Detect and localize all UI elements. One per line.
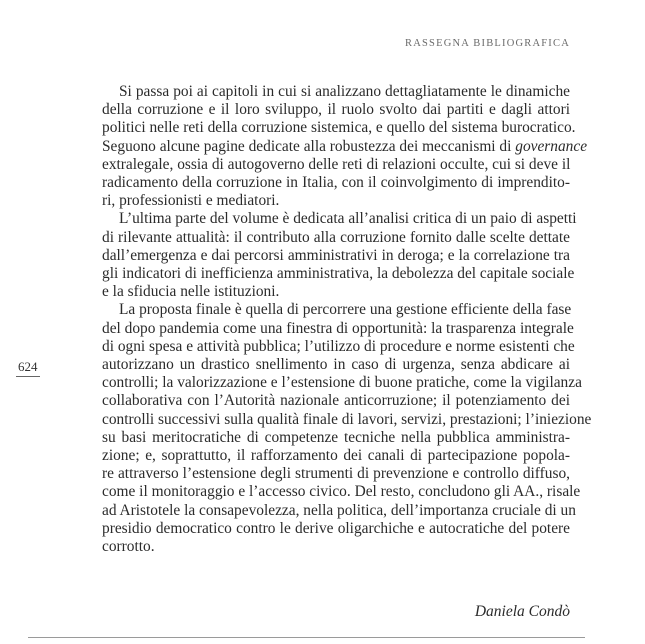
text-line: presidio democratico contro le derive oligarchiche e autocratiche del potere [102, 519, 570, 537]
text-line: di ogni spesa e attività pubblica; l’utilizzo di procedure e norme esistenti che [102, 337, 575, 355]
text-line: e la sfiducia nelle istituzioni. [102, 283, 280, 301]
text-line: L’ultima parte del volume è dedicata all’analisi critica di un paio di aspetti [119, 210, 577, 228]
text-line: autorizzano un drastico snellimento in caso di urgenza, senza abdicare ai [102, 356, 570, 374]
text-line: di rilevante attualità: il contributo alla corruzione fornito dalle scelte dettate [102, 228, 570, 246]
text-line: come il monitoraggio e l’accesso civico. Del resto, concludono gli AA., risale [102, 483, 581, 501]
paragraph [102, 301, 592, 556]
text-line: della corruzione e il loro sviluppo, il ruolo svolto dai partiti e dagli attori [102, 101, 570, 119]
text-line: ad Aristotele la consapevolezza, nella politica, dell’importanza cruciale di un [102, 501, 576, 519]
text-line: extralegale, ossia di autogoverno delle reti di relazioni occulte, cui si deve il [102, 155, 571, 173]
text-line: Si passa poi ai capitoli in cui si analizzano dettagliatamente le dinamiche [119, 83, 570, 100]
body-text [102, 83, 592, 556]
running-header: RASSEGNA BIBLIOGRAFICA [405, 38, 570, 49]
text-line: politici nelle reti della corruzione sistemica, e quello del sistema burocratico. [102, 119, 576, 137]
text-line: ri, professionisti e mediatori. [102, 192, 280, 210]
paragraph [102, 210, 577, 301]
text-line: re attraverso l’estensione degli strumenti di prevenzione e controllo diffuso, [102, 465, 570, 483]
text-line: gli indicatori di inefficienza amministrativa, la debolezza del capitale sociale [102, 265, 575, 283]
text-line: zione; e, soprattutto, il rafforzamento dei canali di partecipazione popola- [102, 447, 570, 465]
author-signature: Daniela Condò [474, 603, 570, 620]
page-number-rule [16, 376, 40, 377]
text-line: La proposta finale è quella di percorrere una gestione efficiente della fase [119, 301, 572, 319]
text-line: controlli; la valorizzazione e l’estensione di buone pratiche, come la vigilanza [102, 374, 582, 392]
text-line: dall’emergenza e dai percorsi amministrativi in deroga; e la correlazione tra [102, 246, 570, 264]
text-line: collaborativa con l’Autorità nazionale anticorruzione; il potenziamento dei [102, 392, 570, 410]
paragraph [102, 83, 588, 210]
bottom-rule [28, 637, 585, 638]
page-number: 624 [18, 359, 38, 374]
text-line: controlli successivi sulla qualità finale di lavori, servizi, prestazioni; l’iniezione [102, 410, 592, 428]
text-line: Seguono alcune pagine dedicate alla robustezza dei meccanismi di governance [102, 137, 588, 155]
text-line: radicamento della corruzione in Italia, con il coinvolgimento di imprendito- [102, 174, 570, 192]
text-line: su basi meritocratiche di competenze tecniche nella pubblica amministra- [102, 428, 570, 446]
text-line: corrotto. [102, 538, 155, 556]
text-line: del dopo pandemia come una finestra di opportunità: la trasparenza integrale [102, 319, 574, 337]
